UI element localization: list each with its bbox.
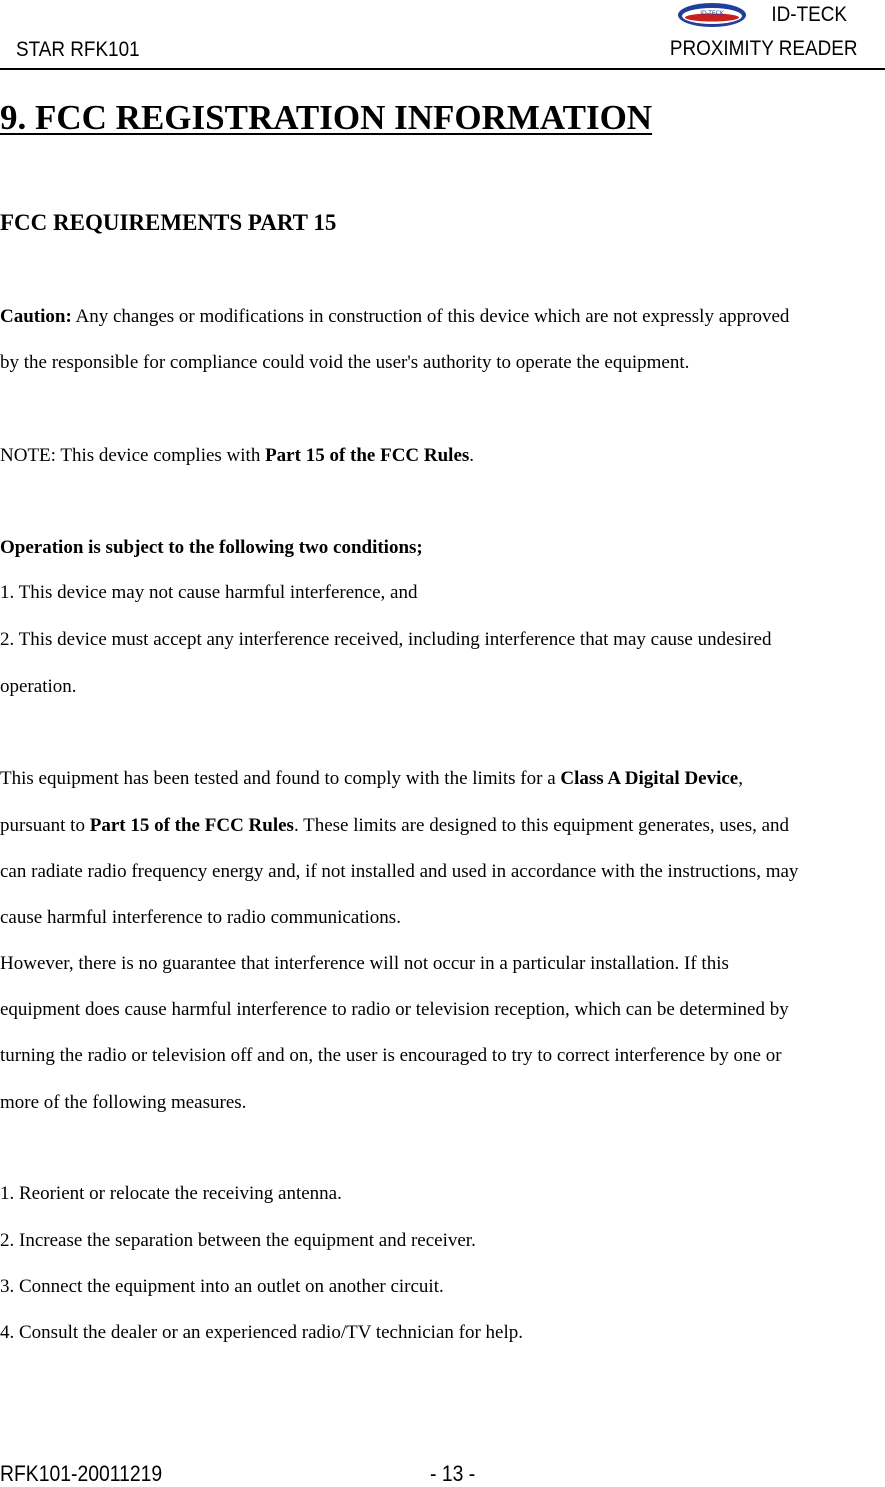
compliance-line-7: turning the radio or television off and on, the user is encouraged to try to correct interference by one or xyxy=(0,1045,782,1066)
section-subtitle: FCC REQUIREMENTS PART 15 xyxy=(0,210,337,235)
conditions-heading: Operation is subject to the following two conditions; xyxy=(0,537,423,558)
measure-item: 2. Increase the separation between the equipment and receiver. xyxy=(0,1230,476,1251)
note-line: NOTE: This device complies with Part 15 of the FCC Rules. xyxy=(0,445,475,466)
compliance-line-5: However, there is no guarantee that interference will not occur in a particular installation. If this xyxy=(0,953,729,974)
note-emphasis: Part 15 of the FCC Rules xyxy=(265,445,470,466)
measure-item: 3. Connect the equipment into an outlet on another circuit. xyxy=(0,1276,444,1297)
section-title: 9. FCC REGISTRATION INFORMATION xyxy=(0,98,653,137)
header-product: STAR RFK101 xyxy=(16,38,140,61)
compliance-line-1: This equipment has been tested and found to comply with the limits for a Class A Digital Device, xyxy=(0,768,743,789)
compliance-line-3: can radiate radio frequency energy and, if not installed and used in accordance with the instructions, may xyxy=(0,861,799,882)
measure-item: 4. Consult the dealer or an experienced radio/TV technician for help. xyxy=(0,1322,524,1343)
compliance-line-8: more of the following measures. xyxy=(0,1092,247,1113)
condition-item-2-cont: operation. xyxy=(0,676,77,697)
compliance-line-6: equipment does cause harmful interference to radio or television reception, which can be determined by xyxy=(0,999,789,1020)
condition-item-1: 1. This device may not cause harmful interference, and xyxy=(0,582,418,603)
compliance-line-4: cause harmful interference to radio communications. xyxy=(0,907,401,928)
header-brand: ID-TECK xyxy=(771,3,847,26)
fcc-rules-emphasis: Part 15 of the FCC Rules xyxy=(89,815,294,836)
caution-label: Caution: xyxy=(0,306,72,327)
svg-text:ID-TECK: ID-TECK xyxy=(700,10,724,17)
id-teck-logo-icon xyxy=(677,2,747,28)
header-divider xyxy=(0,68,885,70)
measure-item: 1. Reorient or relocate the receiving antenna. xyxy=(0,1183,342,1204)
condition-item-2: 2. This device must accept any interference received, including interference that may cause undesired xyxy=(0,629,772,650)
footer-doc-id: RFK101-20011219 xyxy=(0,1461,163,1486)
compliance-line-2: pursuant to Part 15 of the FCC Rules. These limits are designed to this equipment generates, uses, and xyxy=(0,815,790,836)
footer-page-number: - 13 - xyxy=(430,1461,476,1486)
class-a-emphasis: Class A Digital Device xyxy=(560,768,739,789)
caution-line-2: by the responsible for compliance could void the user's authority to operate the equipment. xyxy=(0,352,690,373)
header-subtitle: PROXIMITY READER xyxy=(669,37,857,60)
caution-line-1: Caution: Any changes or modifications in construction of this device which are not expressly approved xyxy=(0,306,790,327)
